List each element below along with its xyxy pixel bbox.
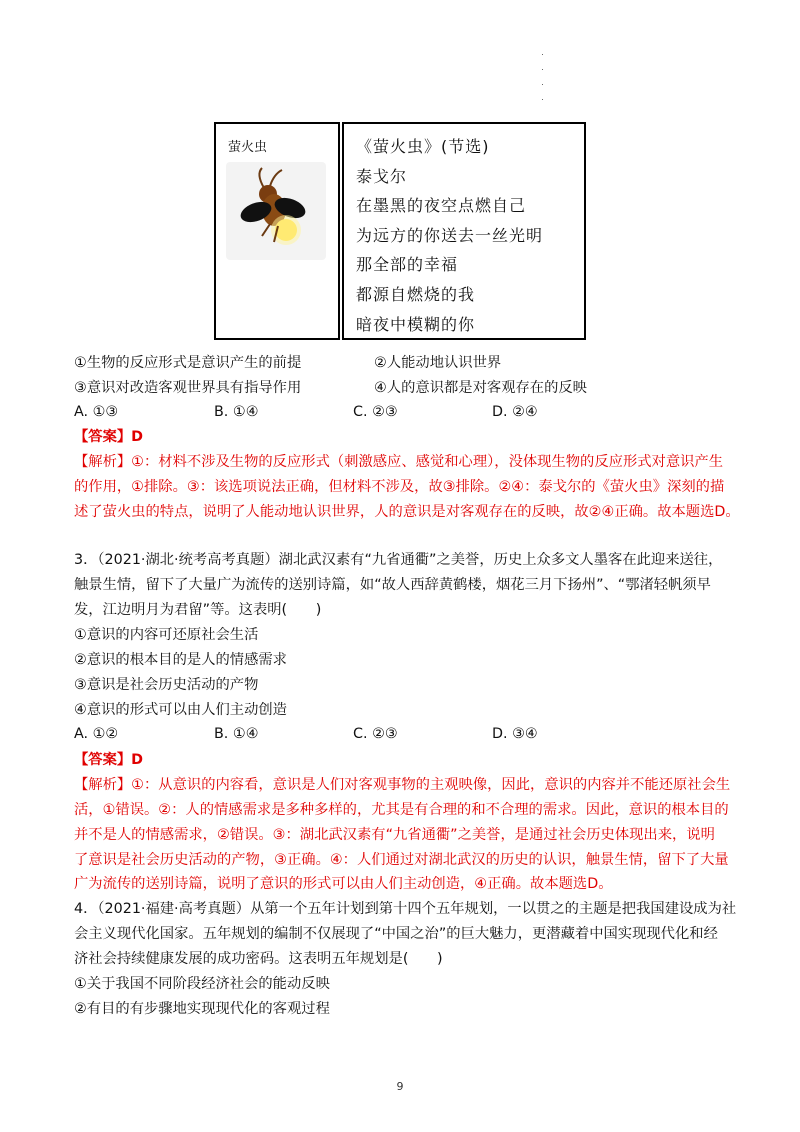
q2-analysis-line: 的作用，①排除。③：该选项说法正确，但材料不涉及，故③排除。②④：泰戈尔的《萤火虫》深刻的描	[74, 479, 725, 495]
poem-title: 《萤火虫》(节选)	[356, 137, 490, 156]
q4-stem-line: 济社会持续健康发展的成功密码。这表明五年规划是( )	[74, 951, 443, 967]
q2-analysis-line: 述了萤火虫的特点，说明了人能动地认识世界，人的意识是对客观存在的反映，故②④正确。故本题选D。	[74, 504, 740, 520]
poem-text	[356, 132, 543, 339]
q3-option-a[interactable]: A. ①②	[74, 726, 119, 742]
page-number: 9	[396, 1080, 404, 1093]
q3-analysis-line: 并不是人的情感需求，②错误。③：湖北武汉素有“九省通衢”之美誉，是通过社会历史体现出来，说明	[74, 827, 715, 843]
q4-stem-line: 4．（2021·福建·高考真题）从第一个五年计划到第十四个五年规划，一以贯之的主题是把我国建设成为社	[74, 901, 737, 917]
q3-statement-4: ④意识的形式可以由人们主动创造	[74, 702, 287, 718]
poem-line: 都源自燃烧的我	[356, 284, 476, 304]
firefly-label: 萤火虫	[228, 140, 268, 155]
q3-stem-line: 3．（2021·湖北·统考高考真题）湖北武汉素有“九省通衢”之美誉，历史上众多文人墨客在此迎来送往，	[74, 552, 723, 568]
poem-line: 暗夜中模糊的你	[356, 314, 476, 334]
poem-box	[342, 122, 586, 340]
decorative-dots	[542, 54, 546, 114]
poem-author: 泰戈尔	[356, 166, 408, 186]
q3-option-d[interactable]: D. ③④	[492, 726, 538, 742]
poem-line: 那全部的幸福	[356, 255, 459, 275]
q3-statement-3: ③意识是社会历史活动的产物	[74, 677, 259, 693]
q3-stem-line: 触景生情，留下了大量广为流传的送别诗篇，如“故人西辞黄鹤楼，烟花三月下扬州”、“鄂渚轻帆须早	[74, 577, 711, 593]
q2-option-d[interactable]: D. ②④	[492, 404, 538, 420]
q4-statement-1: ①关于我国不同阶段经济社会的能动反映	[74, 976, 330, 992]
poem-line: 在墨黑的夜空点燃自己	[356, 196, 527, 216]
q2-statement-1: ①生物的反应形式是意识产生的前提	[74, 355, 302, 371]
q3-stem-line: 发，江边明月为君留”等。这表明( )	[74, 602, 322, 618]
q3-answer: 【答案】D	[74, 752, 144, 768]
q2-option-c[interactable]: C. ②③	[353, 404, 398, 420]
q3-option-b[interactable]: B. ①④	[214, 726, 259, 742]
q3-statement-2: ②意识的根本目的是人的情感需求	[74, 652, 287, 668]
figure-panel	[214, 122, 586, 340]
q4-stem-line: 会主义现代化国家。五年规划的编制不仅展现了“中国之治”的巨大魅力，更潜藏着中国实现现代化和经	[74, 926, 718, 942]
q3-analysis-line: 活，①错误。②：人的情感需求是多种多样的，尤其是有合理的和不合理的需求。因此，意识的根本目的	[74, 802, 729, 818]
q4-statement-2: ②有目的有步骤地实现现代化的客观过程	[74, 1001, 330, 1017]
q3-analysis-line: 广为流传的送别诗篇，说明了意识的形式可以由人们主动创造，④正确。故本题选D。	[74, 876, 613, 892]
q2-statement-4: ④人的意识都是对客观存在的反映	[374, 380, 587, 396]
q3-statement-1: ①意识的内容可还原社会生活	[74, 627, 259, 643]
q2-option-b[interactable]: B. ①④	[214, 404, 259, 420]
q2-statement-2: ②人能动地认识世界	[374, 355, 502, 371]
q3-analysis-line: 了意识是社会历史活动的产物，③正确。④：人们通过对湖北武汉的历史的认识，触景生情，留下了大量	[74, 852, 729, 868]
firefly-box	[214, 122, 340, 340]
q2-analysis-line: 【解析】①：材料不涉及生物的反应形式（刺激感应、感觉和心理），没体现生物的反应形式对意识产生	[74, 454, 724, 470]
firefly-image	[226, 162, 326, 260]
q2-option-a[interactable]: A. ①③	[74, 404, 119, 420]
q2-answer: 【答案】D	[74, 429, 144, 445]
q3-analysis-line: 【解析】①：从意识的内容看，意识是人们对客观事物的主观映像，因此，意识的内容并不能还原社会生	[74, 777, 731, 793]
poem-line: 为远方的你送去一丝光明	[356, 225, 544, 245]
q3-option-c[interactable]: C. ②③	[353, 726, 398, 742]
q2-statement-3: ③意识对改造客观世界具有指导作用	[74, 380, 302, 396]
